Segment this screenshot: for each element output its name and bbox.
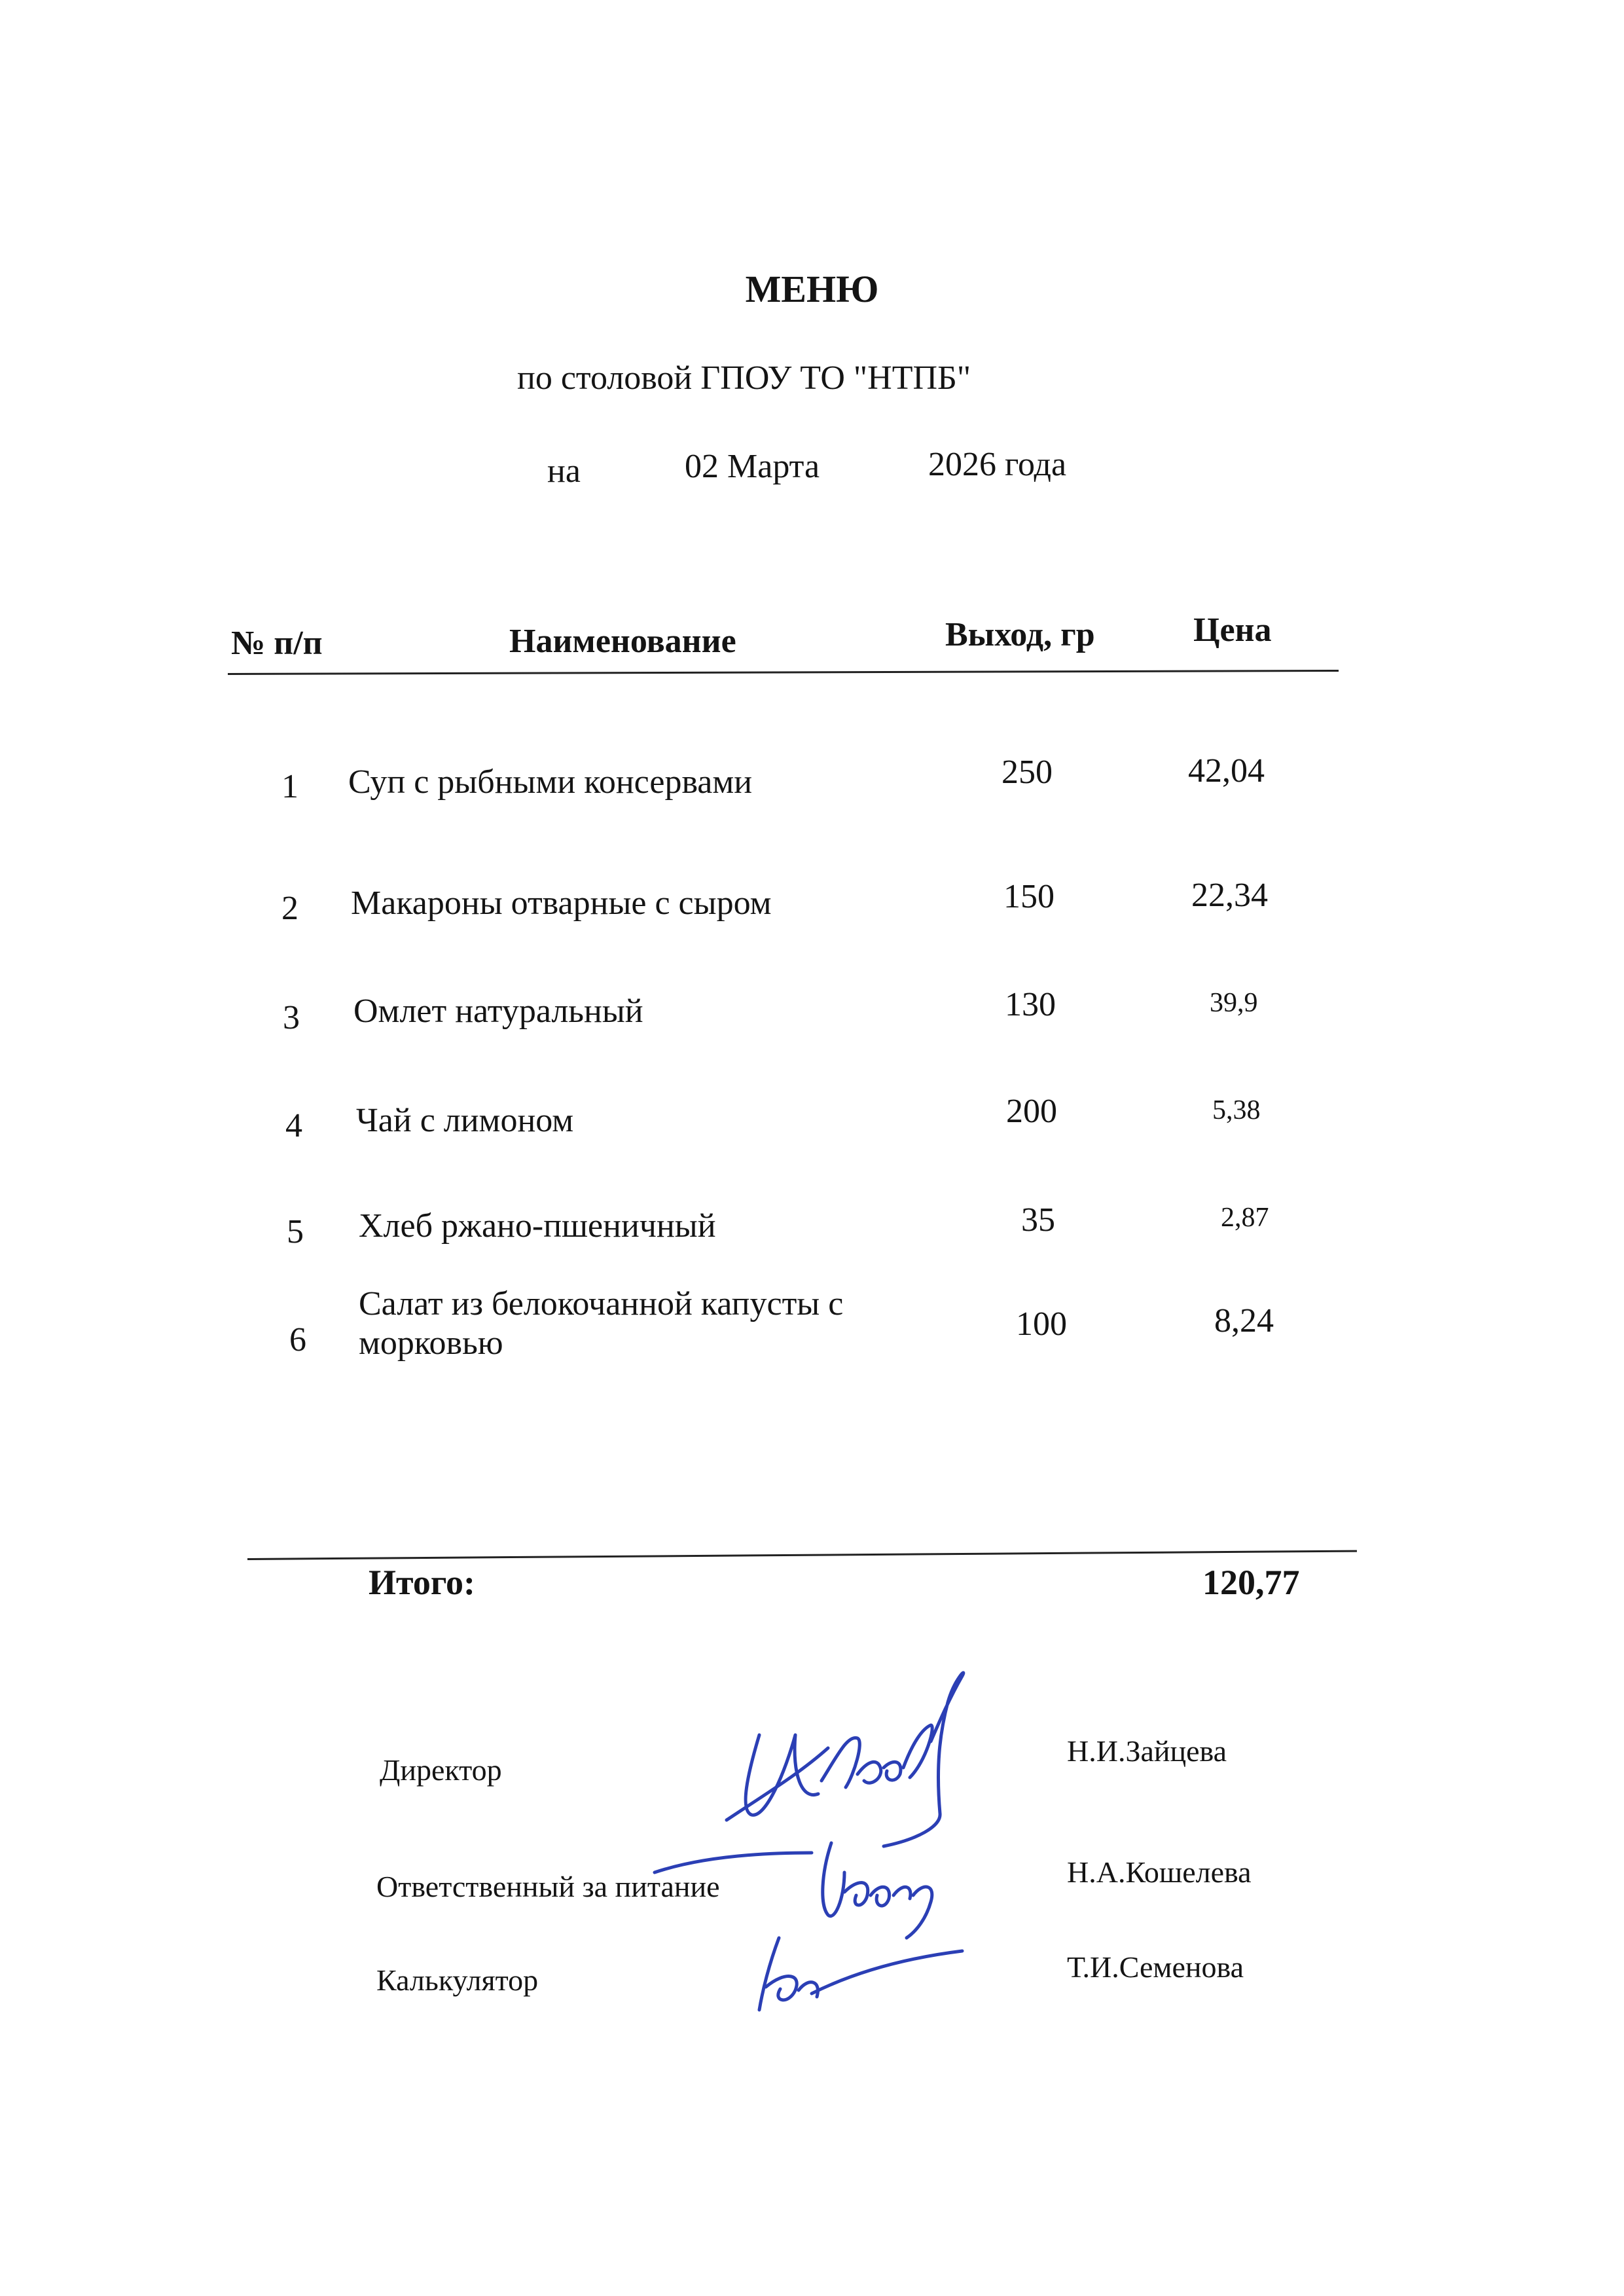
row-number: 5 <box>287 1213 304 1250</box>
document-title: МЕНЮ <box>745 268 879 310</box>
signature-name-nutrition: Н.А.Кошелева <box>1067 1855 1252 1889</box>
dish-name: Салат из белокочанной капусты с морковью <box>359 1285 844 1362</box>
column-header-name: Наименование <box>509 623 736 660</box>
header-divider <box>228 670 1339 675</box>
dish-yield: 100 <box>1016 1305 1067 1343</box>
date-year: 2026 года <box>928 446 1067 483</box>
dish-yield: 130 <box>1005 986 1056 1023</box>
column-header-yield: Выход, гр <box>945 616 1095 653</box>
total-divider <box>247 1550 1357 1560</box>
date-day-month: 02 Марта <box>685 448 820 485</box>
dish-name: Омлет натуральный <box>353 993 643 1030</box>
dish-price: 22,34 <box>1191 877 1268 914</box>
dish-yield: 35 <box>1021 1201 1055 1239</box>
document-subtitle: по столовой ГПОУ ТО "НТПБ" <box>517 359 971 397</box>
signature-name-director: Н.И.Зайцева <box>1067 1734 1227 1768</box>
column-header-number: № п/п <box>231 625 323 662</box>
dish-name: Хлеб ржано-пшеничный <box>359 1207 716 1245</box>
dish-name: Суп с рыбными консервами <box>348 763 753 801</box>
date-prefix: на <box>547 452 581 490</box>
signature-role-calculator: Калькулятор <box>376 1963 539 1997</box>
dish-price: 5,38 <box>1212 1095 1261 1125</box>
row-number: 6 <box>289 1321 306 1358</box>
row-number: 4 <box>285 1107 302 1144</box>
total-value: 120,77 <box>1202 1563 1300 1602</box>
row-number: 1 <box>281 768 298 805</box>
dish-name: Чай с лимоном <box>356 1102 574 1139</box>
dish-yield: 250 <box>1001 754 1053 791</box>
dish-price: 2,87 <box>1221 1203 1269 1233</box>
column-header-price: Цена <box>1193 611 1272 649</box>
row-number: 2 <box>281 890 298 927</box>
calculator-signature <box>746 1925 969 2016</box>
dish-price: 39,9 <box>1210 988 1258 1018</box>
dish-price: 42,04 <box>1188 752 1265 790</box>
total-label: Итого: <box>369 1563 475 1602</box>
signature-name-calculator: Т.И.Семенова <box>1067 1950 1244 1984</box>
dish-name: Макароны отварные с сыром <box>351 884 772 922</box>
signature-role-director: Директор <box>380 1753 502 1787</box>
signature-role-nutrition: Ответственный за питание <box>376 1870 720 1903</box>
dish-price: 8,24 <box>1214 1302 1274 1339</box>
row-number: 3 <box>283 999 300 1036</box>
dish-yield: 150 <box>1003 878 1055 915</box>
dish-yield: 200 <box>1006 1093 1057 1130</box>
